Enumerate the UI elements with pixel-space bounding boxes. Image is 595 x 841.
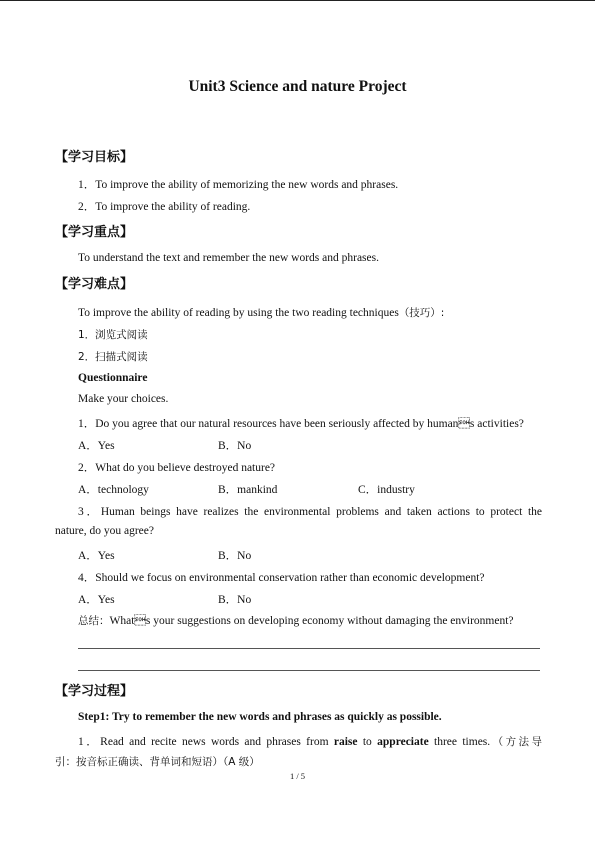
key-points-heading: 【学习重点】 — [55, 225, 134, 240]
difficulties-intro-en: To improve the ability of reading by using the two reading techniques — [78, 307, 399, 319]
summary-label: 总结： — [78, 615, 110, 627]
line1-cn: （方法导 — [490, 736, 543, 748]
top-border-line — [0, 0, 595, 1]
goals-heading: 【学习目标】 — [55, 150, 134, 165]
key-points-text: To understand the text and remember the new words and phrases. — [78, 252, 379, 264]
question-2: 2．What do you believe destroyed nature? — [78, 462, 276, 474]
q1-option-b: B．No — [218, 440, 252, 452]
q2-option-b: B．mankind — [218, 484, 278, 496]
difficulty-item: 2．扫描式阅读 — [78, 351, 148, 363]
answer-line — [78, 670, 540, 671]
q2-option-a: A．technology — [78, 484, 149, 496]
process-heading: 【学习过程】 — [55, 684, 134, 699]
line1-text-a: 1．Read and recite news words and phrases from — [78, 736, 329, 748]
summary-text: Whats your suggestions on developing economy without damaging the environment? — [109, 615, 514, 627]
q3-option-a: A．Yes — [78, 550, 115, 562]
difficulties-intro-cn: （技巧）: — [398, 307, 445, 319]
page-title: Unit3 Science and nature Project — [188, 78, 407, 95]
question-4: 4．Should we focus on environmental conservation rather than economic development? — [78, 572, 485, 584]
page-number: 1 / 5 — [289, 771, 306, 781]
question-1: 1．Do you agree that our natural resources have been seriously affected by humans activities? — [78, 418, 524, 430]
step1-line1 — [78, 733, 542, 749]
line1-appreciate: appreciate — [377, 736, 429, 748]
difficulty-item: 1．浏览式阅读 — [78, 329, 148, 341]
answer-line — [78, 648, 540, 649]
line1-raise: raise — [333, 736, 358, 748]
goal-item: 2．To improve the ability of reading. — [78, 201, 251, 213]
q2-option-c: C．industry — [358, 484, 415, 496]
step1-title: Step1: Try to remember the new words and phrases as quickly as possible. — [78, 711, 442, 723]
question-3-line2: nature, do you agree? — [55, 525, 154, 537]
questionnaire-instruction: Make your choices. — [78, 393, 169, 405]
question-3-line1: 3．Human beings have realizes the environmental problems and taken actions to protect the — [78, 506, 542, 518]
difficulties-intro — [78, 305, 444, 320]
difficulties-heading: 【学习难点】 — [55, 277, 134, 292]
q4-option-b: B．No — [218, 594, 252, 606]
goal-item: 1．To improve the ability of memorizing the new words and phrases. — [78, 179, 399, 191]
q4-option-a: A．Yes — [78, 594, 115, 606]
questionnaire-title: Questionnaire — [78, 372, 148, 384]
line1-to: to — [362, 736, 372, 748]
line1-text-b: three times. — [434, 736, 491, 748]
q1-option-a: A．Yes — [78, 440, 115, 452]
summary-question — [78, 613, 514, 628]
step1-line2: 引：按音标正确读、背单词和短语）（A 级） — [55, 756, 260, 768]
q3-option-b: B．No — [218, 550, 252, 562]
